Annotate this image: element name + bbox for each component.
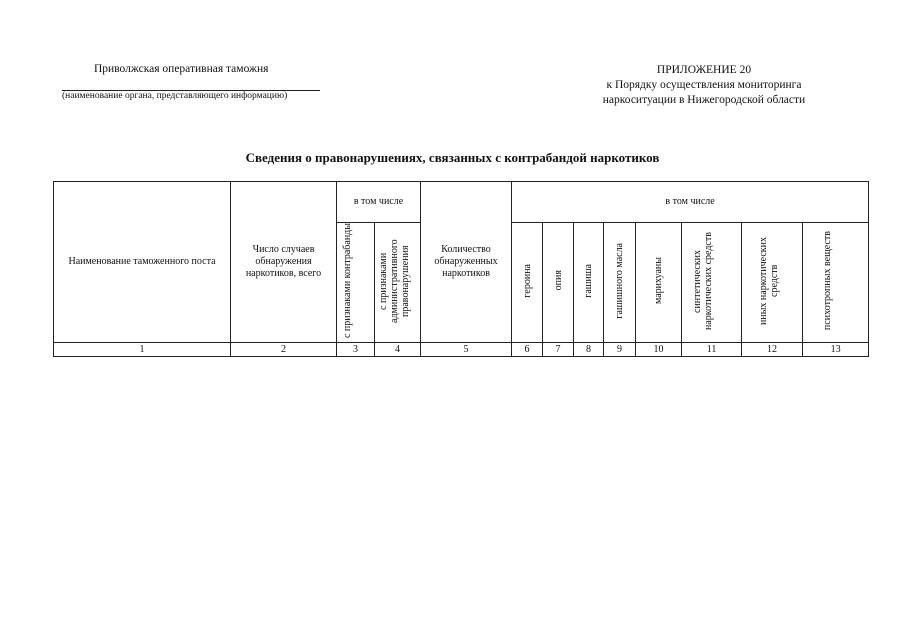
column-number: 13 xyxy=(803,343,869,357)
appendix-line: ПРИЛОЖЕНИЕ 20 xyxy=(656,64,752,76)
column-number: 11 xyxy=(682,343,742,357)
column-number-row xyxy=(54,343,869,357)
column-number: 9 xyxy=(604,343,636,357)
column-number: 5 xyxy=(421,343,512,357)
report-table xyxy=(53,181,869,357)
header-quantity: Количество обнаруженных наркотиков xyxy=(421,182,512,343)
header-psychotropic: психотропных веществ xyxy=(821,230,833,331)
column-number: 2 xyxy=(231,343,337,357)
column-number: 4 xyxy=(375,343,421,357)
column-number: 3 xyxy=(337,343,375,357)
column-number: 10 xyxy=(636,343,682,357)
header-cases-group: в том числе xyxy=(337,182,421,223)
header-cases-total: Число случаев обнаружения наркотиков, всего xyxy=(231,182,337,343)
column-number: 7 xyxy=(543,343,574,357)
header-heroin: героина xyxy=(521,263,533,298)
appendix-line: наркоситуации в Нижегородской области xyxy=(602,94,806,106)
header-smuggling: с признаками контрабанды xyxy=(341,223,353,339)
header-marijuana: марихуаны xyxy=(653,256,665,305)
column-number: 6 xyxy=(512,343,543,357)
header-hashish: гашиша xyxy=(583,263,595,298)
organization-caption: (наименование органа, представляющего информацию) xyxy=(62,91,288,101)
header-opium: опия xyxy=(552,270,564,291)
header-post: Наименование таможенного поста xyxy=(54,182,231,343)
column-number: 12 xyxy=(742,343,803,357)
column-number: 8 xyxy=(574,343,604,357)
column-number: 1 xyxy=(54,343,231,357)
header-admin-offense: с признаками административного правонарушения xyxy=(377,238,411,323)
organization-name: Приволжская оперативная таможня xyxy=(94,63,269,75)
header-hashish-oil: гашишного масла xyxy=(614,242,626,319)
appendix-line: к Порядку осуществления мониторинга xyxy=(606,79,802,91)
header-synthetic: синтетических наркотических средств xyxy=(691,231,714,330)
document-title: Сведения о правонарушениях, связанных с контрабандой наркотиков xyxy=(245,150,660,165)
header-quantity-group: в том числе xyxy=(512,182,869,223)
header-other-drugs: иных наркотических средств xyxy=(758,236,781,325)
appendix-block xyxy=(574,63,834,108)
